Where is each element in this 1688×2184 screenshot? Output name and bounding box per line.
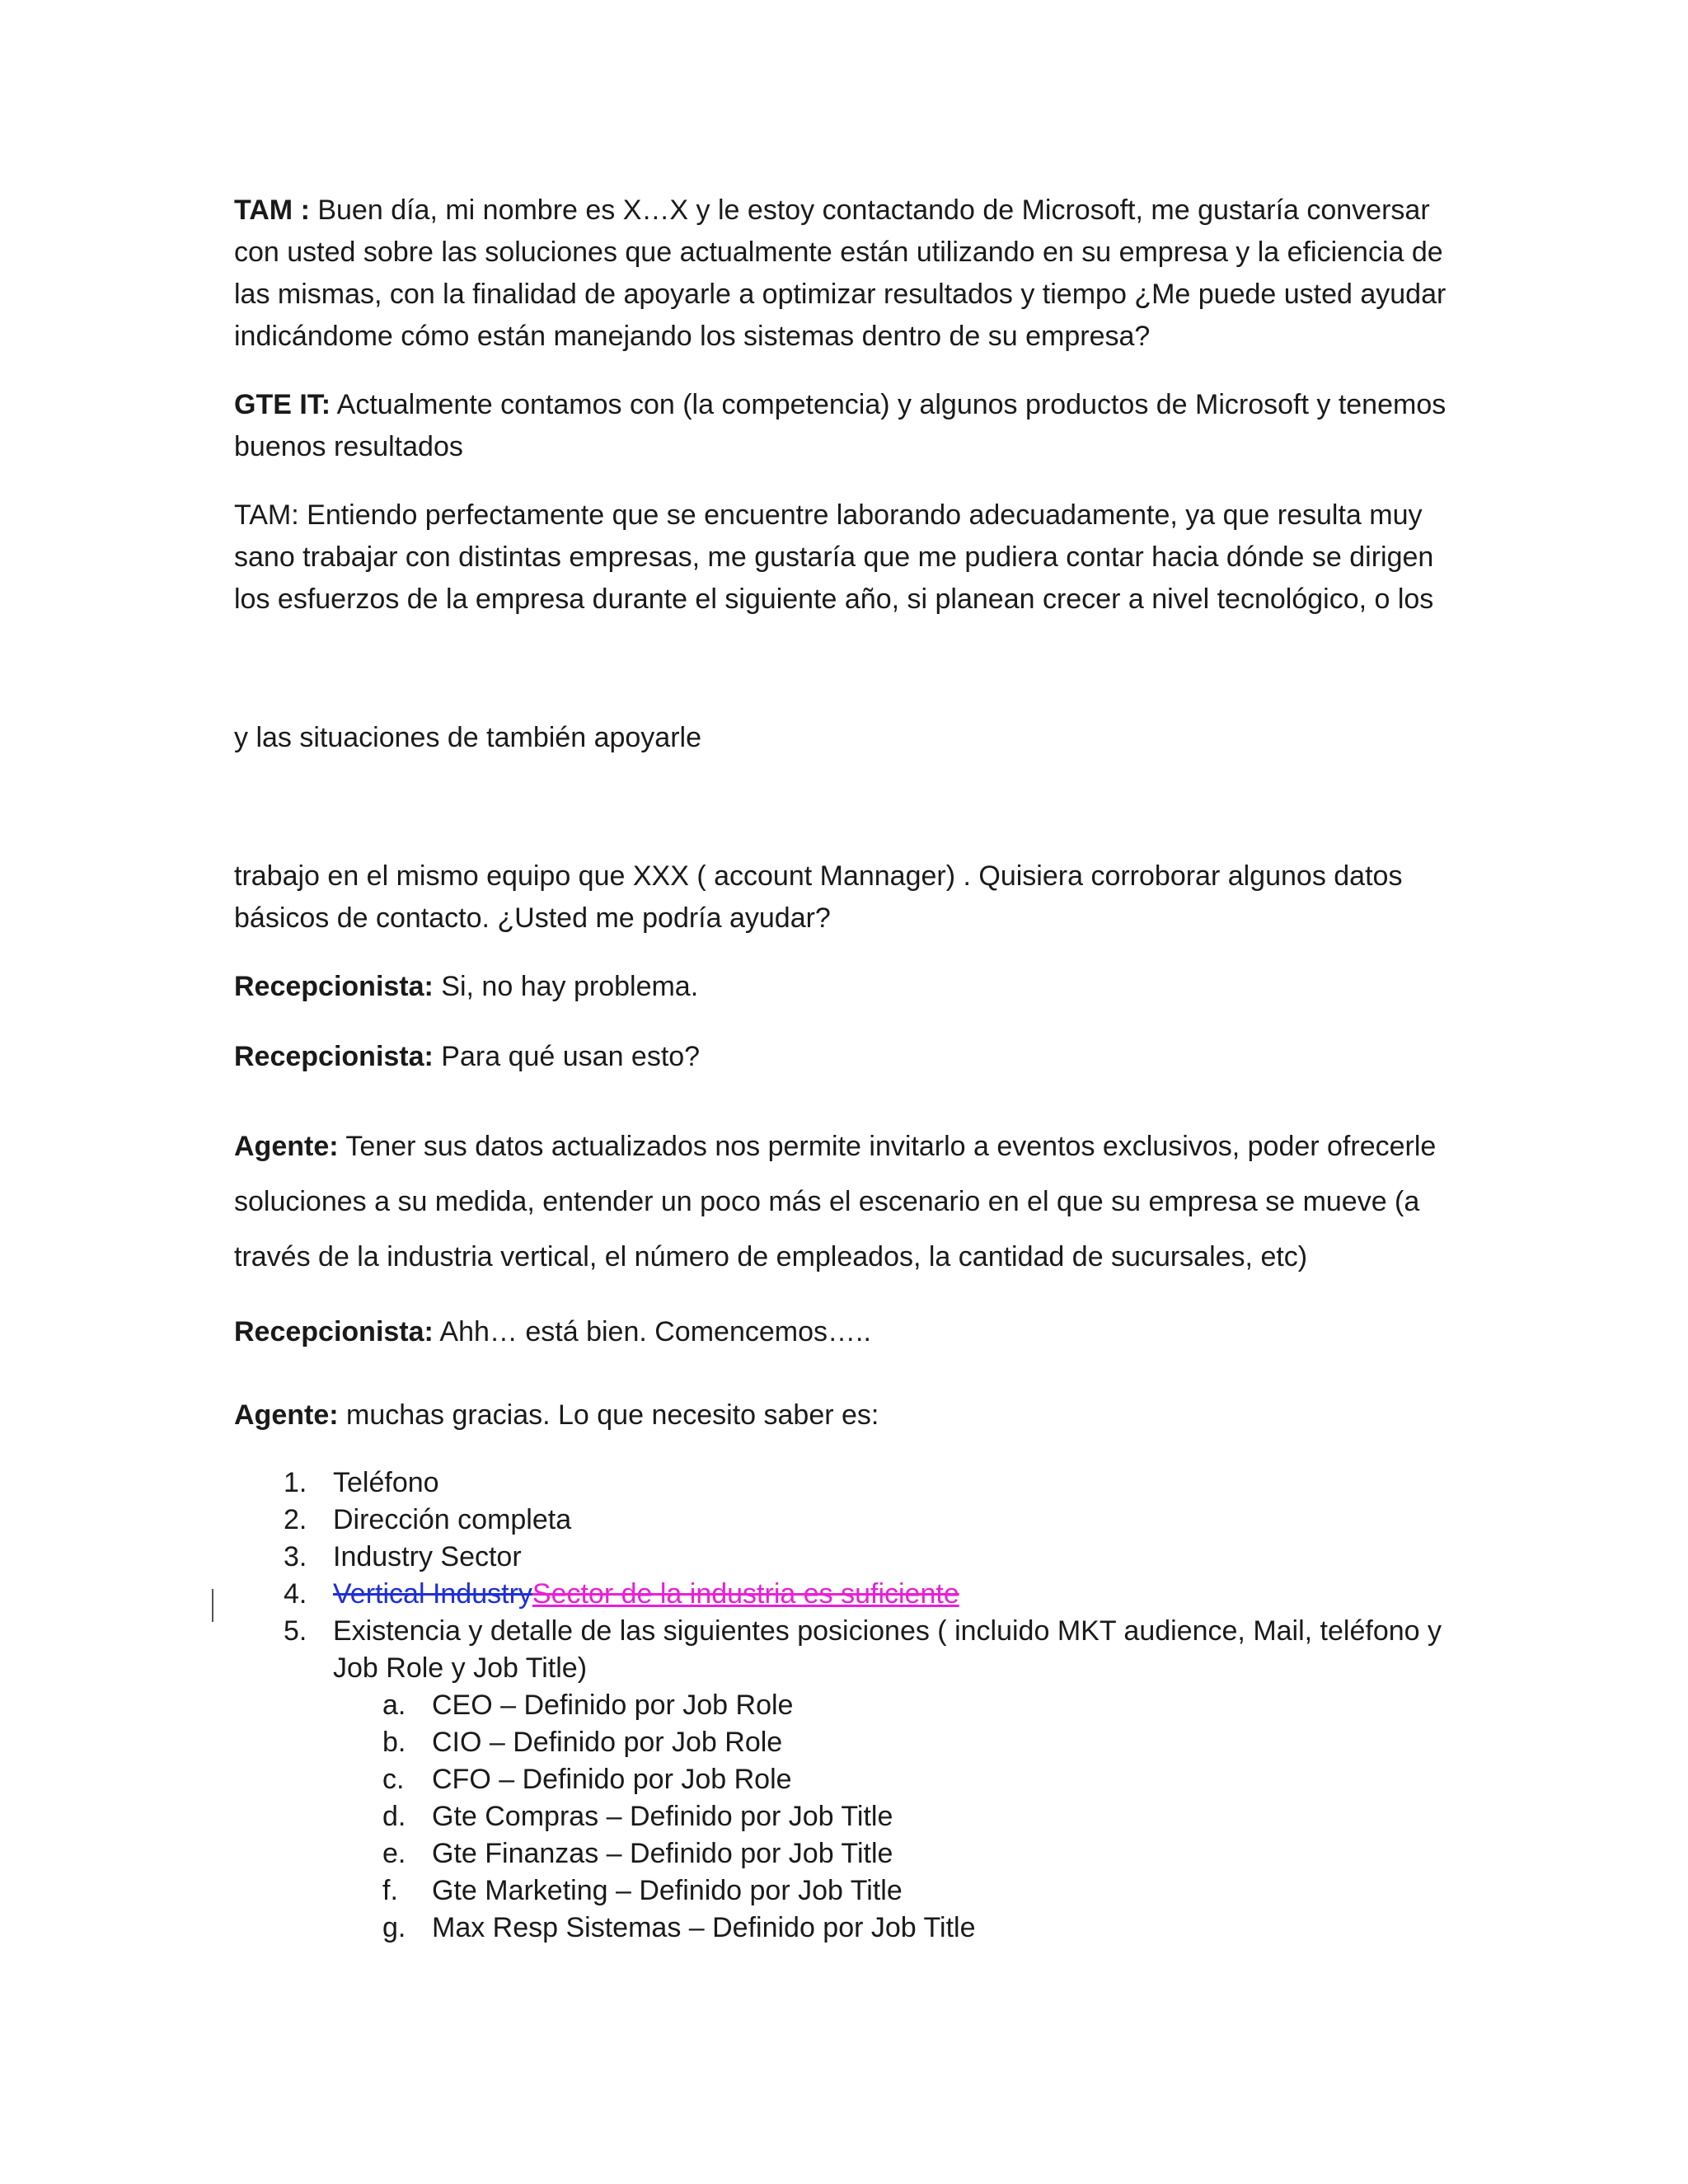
sublist-item — [234, 1761, 1454, 1798]
paragraph-situaciones — [234, 717, 1454, 759]
list-number: 2. — [284, 1504, 307, 1535]
list-item-text: Existencia y detalle de las siguientes posiciones ( incluido MKT audience, Mail, teléfono y Job Role y Job Title) — [333, 1615, 1442, 1684]
list-item-text: Industry Sector — [333, 1541, 522, 1572]
sublist-item-text: CEO – Definido por Job Role — [432, 1690, 794, 1721]
speaker-label: Recepcionista: — [234, 1041, 434, 1072]
paragraph-agente-2 — [234, 1394, 1454, 1436]
sublist-letter: b. — [382, 1727, 406, 1758]
sublist-letter: c. — [382, 1764, 405, 1795]
paragraph-text: Actualmente contamos con (la competencia) y algunos productos de Microsoft y tenemos buenos resultados — [234, 389, 1447, 462]
list-number: 5. — [284, 1615, 307, 1647]
paragraph-text: muchas gracias. Lo que necesito saber es: — [338, 1399, 879, 1431]
paragraph-text: Tener sus datos actualizados nos permite invitarlo a eventos exclusivos, poder ofrecerle soluciones a su medida, entender un poco más el escenario en el que su empresa se mueve (a través de la industria vertical, el número de empleados, la cantidad de sucursales, etc) — [234, 1131, 1437, 1272]
list-item — [234, 1465, 1454, 1502]
list-item — [234, 1502, 1454, 1539]
list-item-text: Dirección completa — [333, 1504, 572, 1535]
sublist-item — [234, 1872, 1454, 1910]
list-item-text — [333, 1576, 1454, 1613]
paragraph-recepcionista-3 — [234, 1311, 1454, 1353]
paragraph-recepcionista-1 — [234, 966, 1454, 1008]
speaker-label: TAM : — [234, 194, 310, 226]
speaker-label: Recepcionista: — [234, 971, 434, 1002]
list-number: 4. — [284, 1578, 307, 1610]
sublist-item — [234, 1687, 1454, 1724]
list-item-tracked-change — [234, 1576, 1454, 1613]
paragraph-text: Ahh… está bien. Comencemos….. — [433, 1316, 871, 1347]
sublist-item-text: Gte Finanzas – Definido por Job Title — [432, 1838, 893, 1869]
paragraph-text: y las situaciones de también apoyarle — [234, 722, 701, 753]
paragraph-tam-intro — [234, 190, 1454, 358]
speaker-label: Agente: — [234, 1131, 339, 1162]
paragraph-recepcionista-2 — [234, 1036, 1454, 1078]
list-number: 1. — [284, 1467, 307, 1498]
sublist-item-text: Gte Compras – Definido por Job Title — [432, 1801, 893, 1832]
paragraph-text: TAM: Entiendo perfectamente que se encuentre laborando adecuadamente, ya que resulta muy sano trabajar con distintas empresas, me gustaría que me pudiera contar hacia dónde se dirigen los esfuerzos de la empresa durante el siguiente año, si planean crecer a nivel tecnológico, o los — [234, 499, 1434, 615]
paragraph-agente-1 — [234, 1119, 1454, 1285]
paragraph-text: trabajo en el mismo equipo que XXX ( account Mannager) . Quisiera corroborar algunos datos básicos de contacto. ¿Usted me podría ayudar? — [234, 860, 1403, 934]
list-item — [234, 1539, 1454, 1576]
sublist-item-text: Gte Marketing – Definido por Job Title — [432, 1875, 903, 1906]
paragraph-text: Buen día, mi nombre es X…X y le estoy contactando de Microsoft, me gustaría conversar con usted sobre las soluciones que actualmente están utilizando en su empresa y la eficiencia de las mismas, con la finalidad de apoyarle a optimizar resultados y tiempo ¿Me puede usted ayudar indicándome cómo están manejando los sistemas dentro de su empresa? — [234, 194, 1447, 352]
paragraph-tam-response — [234, 494, 1454, 621]
speaker-label: Agente: — [234, 1399, 339, 1431]
paragraph-text: Para qué usan esto? — [433, 1041, 701, 1072]
list-item-text: Teléfono — [333, 1467, 439, 1498]
sublist-letter: g. — [382, 1912, 406, 1943]
sublist-item — [234, 1798, 1454, 1835]
speaker-label: Recepcionista: — [234, 1316, 434, 1347]
deleted-text: Vertical Industry — [333, 1578, 532, 1610]
sublist-letter: a. — [382, 1690, 406, 1721]
inserted-text: Sector de la industria es suficiente — [532, 1578, 959, 1610]
sublist-item-text: CIO – Definido por Job Role — [432, 1727, 783, 1758]
sublist-letter: f. — [382, 1875, 398, 1906]
sublist-letter: e. — [382, 1838, 406, 1869]
paragraph-text: Si, no hay problema. — [433, 971, 699, 1002]
document-body — [234, 190, 1454, 1947]
list-number: 3. — [284, 1541, 307, 1572]
list-item — [234, 1613, 1454, 1687]
sublist-item — [234, 1835, 1454, 1872]
track-change-bar — [212, 1589, 213, 1622]
sublist-item-text: CFO – Definido por Job Role — [432, 1764, 792, 1795]
sublist-item-text: Max Resp Sistemas – Definido por Job Title — [432, 1912, 976, 1943]
sublist-item — [234, 1724, 1454, 1761]
paragraph-gte-it — [234, 384, 1454, 468]
paragraph-trabajo — [234, 855, 1454, 940]
sublist-letter: d. — [382, 1801, 406, 1832]
lettered-sublist — [234, 1687, 1454, 1947]
sublist-item — [234, 1910, 1454, 1947]
speaker-label: GTE IT: — [234, 389, 331, 420]
numbered-list — [234, 1465, 1454, 1687]
